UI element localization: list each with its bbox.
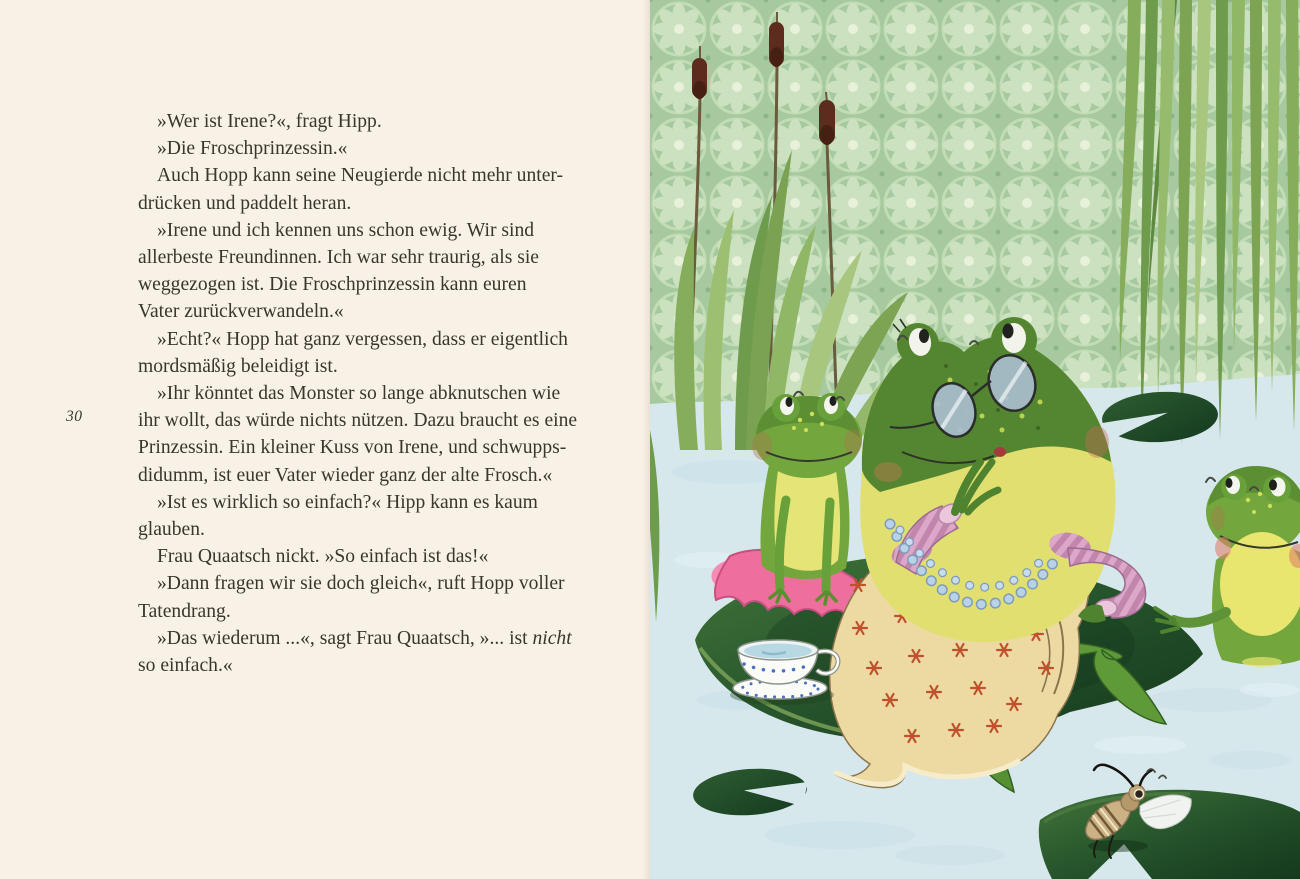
illustration-page	[650, 0, 1300, 879]
story-text	[138, 108, 578, 679]
pond-illustration	[650, 0, 1300, 879]
text-line: weggezogen ist. Die Froschprinzessin kann euren	[138, 274, 527, 296]
text-line: so einfach.«	[138, 655, 233, 677]
text-line: didumm, ist euer Vater wieder ganz der alte Frosch.«	[138, 464, 553, 486]
text-line: Tatendrang.	[138, 600, 231, 622]
text-line: glauben.	[138, 519, 205, 541]
text-line: »Das wiederum ...«, sagt Frau Quaatsch, »... ist nicht	[157, 627, 572, 649]
text-line: »Echt?« Hopp hat ganz vergessen, dass er eigentlich	[157, 328, 568, 350]
text-line: drücken und paddelt heran.	[138, 192, 352, 214]
text-line: Prinzessin. Ein kleiner Kuss von Irene, und schwupps-	[138, 437, 567, 459]
text-line: »Wer ist Irene?«, fragt Hipp.	[157, 111, 382, 132]
text-line: »Ist es wirklich so einfach?« Hipp kann es kaum	[157, 491, 538, 513]
text-line: »Irene und ich kennen uns schon ewig. Wir sind	[157, 219, 535, 241]
page-number: 30	[66, 408, 83, 425]
teacup	[730, 640, 838, 705]
text-line: allerbeste Freundinnen. Ich war sehr traurig, als sie	[138, 247, 539, 269]
text-line: »Die Froschprinzessin.«	[157, 138, 348, 160]
text-line: ihr wollt, das würde nichts nützen. Dazu braucht es eine	[138, 410, 578, 432]
text-line: mordsmäßig beleidigt ist.	[138, 355, 338, 377]
text-line: »Ihr könntet das Monster so lange abknutschen wie	[157, 383, 561, 405]
text-line: »Dann fragen wir sie doch gleich«, ruft Hopp voller	[157, 573, 565, 595]
text-line: Auch Hopp kann seine Neugierde nicht mehr unter-	[157, 165, 564, 187]
text-line: Frau Quaatsch nickt. »So einfach ist das!«	[157, 546, 489, 568]
text-line: Vater zurückverwandeln.«	[138, 301, 344, 323]
